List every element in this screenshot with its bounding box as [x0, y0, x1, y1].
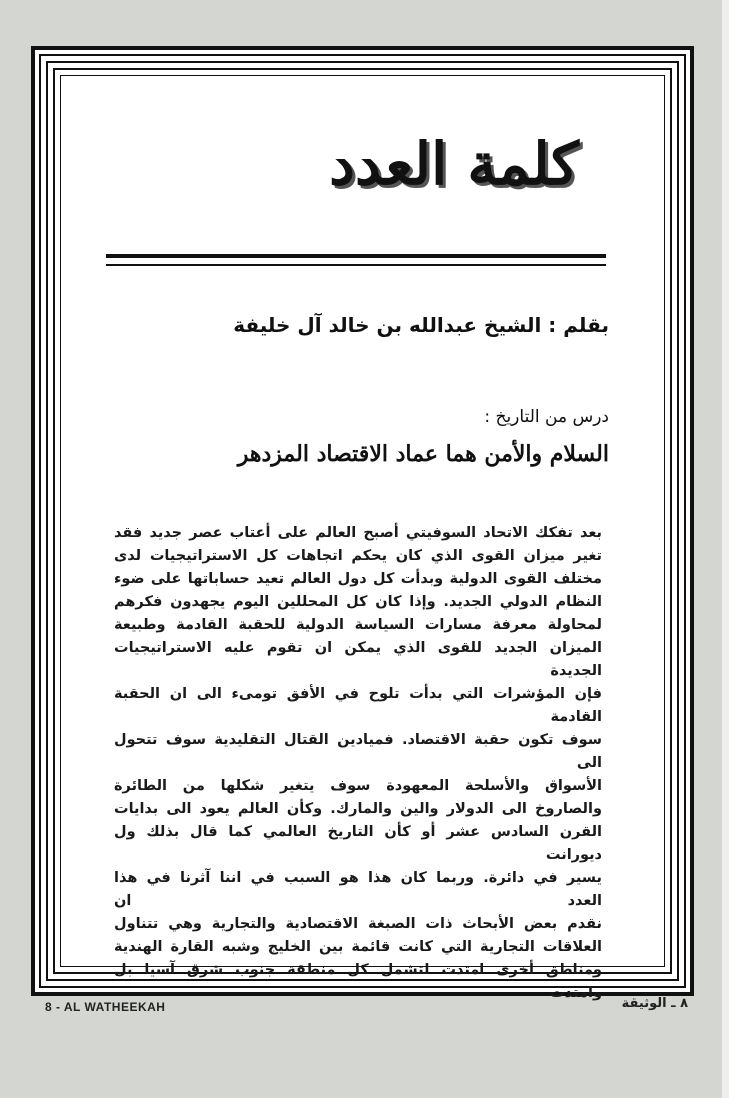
- body-line: لمحاولة معرفة مسارات السياسة الدولية للحقبة القادمة وطبيعة: [114, 617, 602, 633]
- author-byline: بقلم : الشيخ عبدالله بن خالد آل خليفة: [233, 313, 609, 337]
- body-line: ومناطق أخرى امتدت لتشمل كل منطقة جنوب شرق آسيا بل وامتدت: [114, 962, 602, 1001]
- kicker: درس من التاريخ :: [484, 407, 609, 427]
- body-line: الميزان الجديد للقوى الذي يمكن ان تقوم عليه الاستراتيجيات الجديدة: [114, 640, 602, 679]
- article-headline: السلام والأمن هما عماد الاقتصاد المزدهر: [237, 441, 609, 467]
- heading-rule-thin: [106, 264, 606, 266]
- article: [31, 46, 694, 1001]
- footer-page-label-arabic: ٨ ـ الوثيقة: [621, 996, 688, 1011]
- body-line: النظام الدولي الجديد. وإذا كان كل المحللين اليوم يجهدون فكرهم: [114, 594, 602, 610]
- body-line: العلاقات التجارية التي كانت قائمة بين الخليج وشبه القارة الهندية: [114, 939, 602, 955]
- page-edge: [722, 0, 729, 1098]
- body-line: يسير في دائرة. وربما كان هذا هو السبب في اننا آثرنا في هذا العدد ان: [114, 870, 602, 909]
- body-line: فإن المؤشرات التي بدأت تلوح في الأفق تومىء الى ان الحقبة القادمة: [114, 686, 602, 725]
- body-line: سوف تكون حقبة الاقتصاد. فميادين القتال التقليدية سوف تتحول الى: [114, 732, 602, 771]
- body-line: بعد تفكك الاتحاد السوفيتي أصبح العالم على أعتاب عصر جديد فقد: [114, 525, 602, 541]
- heading-rule-thick: [106, 254, 606, 258]
- body-line: تغير ميزان القوى الذي كان يحكم اتجاهات كل الاستراتيجيات لدى: [114, 548, 602, 564]
- body-line: والصاروخ الى الدولار والين والمارك. وكأن العالم يعود الى بدايات: [114, 801, 602, 817]
- body-line: الأسواق والأسلحة المعهودة سوف يتغير شكلها من الطائرة: [114, 778, 602, 794]
- article-body: [114, 522, 602, 1005]
- section-heading: كلمة العدد: [329, 130, 579, 198]
- footer-page-label-latin: 8 - AL WATHEEKAH: [45, 1000, 166, 1014]
- body-line: مختلف القوى الدولية وبدأت كل دول العالم تعيد حساباتها على ضوء: [114, 571, 602, 587]
- body-line: نقدم بعض الأبحاث ذات الصبغة الاقتصادية والتجارية وهي تتناول: [114, 916, 602, 932]
- body-line: القرن السادس عشر أو كأن التاريخ العالمي كما قال بذلك ول ديورانت: [114, 824, 602, 863]
